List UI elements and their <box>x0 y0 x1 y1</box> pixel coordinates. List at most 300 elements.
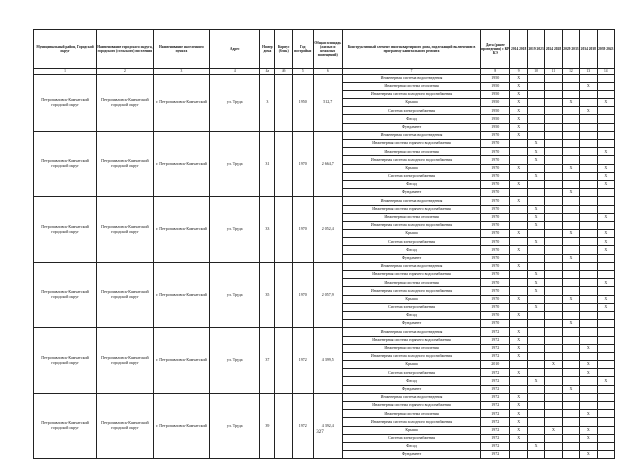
period-mark-cell <box>527 295 544 303</box>
last-repair-cell: 1950 <box>481 107 510 115</box>
period-mark-cell <box>545 99 562 107</box>
period-mark-cell: X <box>597 180 614 188</box>
col-num: 3 <box>153 69 210 75</box>
period-mark-cell: X <box>510 344 527 352</box>
element-cell: Инженерная система водоотведения <box>342 262 480 270</box>
period-mark-cell <box>580 328 597 336</box>
period-mark-cell <box>597 418 614 426</box>
period-mark-cell <box>527 352 544 360</box>
period-mark-cell <box>562 328 579 336</box>
period-mark-cell: X <box>580 344 597 352</box>
element-cell: Инженерная система отопления <box>342 344 480 352</box>
period-mark-cell <box>545 254 562 262</box>
period-mark-cell: X <box>510 418 527 426</box>
period-mark-cell <box>597 90 614 98</box>
period-mark-cell <box>597 361 614 369</box>
element-cell: Фасад <box>342 311 480 319</box>
period-mark-cell: X <box>510 230 527 238</box>
locality-cell: г. Петропавловск-Камчатский <box>153 197 210 263</box>
period-mark-cell <box>527 418 544 426</box>
period-mark-cell <box>527 344 544 352</box>
period-mark-cell <box>527 131 544 139</box>
period-mark-cell <box>545 82 562 90</box>
period-mark-cell <box>597 410 614 418</box>
building-cell <box>275 328 292 394</box>
period-mark-cell <box>580 205 597 213</box>
period-mark-cell <box>597 107 614 115</box>
period-mark-cell: X <box>510 115 527 123</box>
table-row <box>34 197 615 205</box>
period-mark-cell: X <box>527 377 544 385</box>
element-cell: Крыша <box>342 426 480 434</box>
period-mark-cell <box>597 197 614 205</box>
element-cell: Система электроснабжения <box>342 434 480 442</box>
period-mark-cell <box>545 140 562 148</box>
period-mark-cell <box>597 442 614 450</box>
period-mark-cell <box>562 156 579 164</box>
period-mark-cell <box>580 140 597 148</box>
period-mark-cell: X <box>597 238 614 246</box>
period-mark-cell <box>562 205 579 213</box>
period-mark-cell <box>510 172 527 180</box>
period-mark-cell: X <box>510 246 527 254</box>
period-mark-cell: X <box>562 189 579 197</box>
last-repair-cell: 1970 <box>481 238 510 246</box>
element-cell: Фундамент <box>342 385 480 393</box>
element-cell: Инженерная система водоотведения <box>342 131 480 139</box>
last-repair-cell: 1970 <box>481 254 510 262</box>
period-mark-cell <box>562 402 579 410</box>
col-num: 6 <box>313 69 342 75</box>
period-mark-cell <box>527 90 544 98</box>
period-mark-cell: X <box>527 271 544 279</box>
period-mark-cell <box>545 311 562 319</box>
header-year-2: 2024 2028 <box>545 30 562 69</box>
element-cell: Инженерная система холодного водоснабжения <box>342 287 480 295</box>
period-mark-cell <box>580 279 597 287</box>
page-number: 327 <box>316 430 324 435</box>
period-mark-cell <box>562 238 579 246</box>
period-mark-cell <box>527 328 544 336</box>
period-mark-cell <box>597 393 614 401</box>
period-mark-cell <box>545 262 562 270</box>
period-mark-cell <box>562 336 579 344</box>
period-mark-cell: X <box>597 148 614 156</box>
period-mark-cell <box>562 172 579 180</box>
last-repair-cell: 1970 <box>481 197 510 205</box>
element-cell: Фундамент <box>342 451 480 459</box>
capital-repair-table <box>33 29 615 459</box>
period-mark-cell <box>545 385 562 393</box>
table-row <box>34 328 615 336</box>
table-header-row <box>34 30 615 69</box>
element-cell: Инженерная система отопления <box>342 410 480 418</box>
period-mark-cell <box>527 254 544 262</box>
period-mark-cell <box>580 74 597 82</box>
last-repair-cell: 1972 <box>481 352 510 360</box>
period-mark-cell <box>545 402 562 410</box>
period-mark-cell <box>527 361 544 369</box>
last-repair-cell: 1972 <box>481 385 510 393</box>
period-mark-cell <box>580 115 597 123</box>
period-mark-cell <box>580 123 597 131</box>
period-mark-cell <box>527 107 544 115</box>
street-cell: ул. Труда <box>210 74 260 131</box>
period-mark-cell <box>562 434 579 442</box>
element-cell: Инженерная система водоотведения <box>342 328 480 336</box>
period-mark-cell <box>545 115 562 123</box>
period-mark-cell <box>580 213 597 221</box>
period-mark-cell: X <box>510 295 527 303</box>
period-mark-cell: X <box>510 107 527 115</box>
period-mark-cell <box>597 205 614 213</box>
period-mark-cell: X <box>562 385 579 393</box>
element-cell: Крыша <box>342 361 480 369</box>
period-mark-cell <box>597 254 614 262</box>
period-mark-cell <box>562 74 579 82</box>
col-num: 4б <box>275 69 292 75</box>
period-mark-cell: X <box>510 99 527 107</box>
element-cell: Крыша <box>342 295 480 303</box>
col-num: 9 <box>510 69 527 75</box>
period-mark-cell: X <box>527 213 544 221</box>
period-mark-cell <box>580 262 597 270</box>
period-mark-cell <box>527 74 544 82</box>
period-mark-cell: X <box>527 238 544 246</box>
period-mark-cell: X <box>597 303 614 311</box>
period-mark-cell <box>562 410 579 418</box>
street-cell: ул. Труда <box>210 131 260 197</box>
period-mark-cell <box>580 352 597 360</box>
period-mark-cell <box>580 99 597 107</box>
last-repair-cell: 1950 <box>481 74 510 82</box>
period-mark-cell: X <box>597 213 614 221</box>
period-mark-cell <box>527 230 544 238</box>
period-mark-cell <box>562 361 579 369</box>
period-mark-cell: X <box>527 279 544 287</box>
house-number-cell: 35 <box>260 262 275 328</box>
period-mark-cell <box>562 352 579 360</box>
period-mark-cell <box>510 221 527 229</box>
period-mark-cell <box>545 90 562 98</box>
last-repair-cell: 1970 <box>481 205 510 213</box>
period-mark-cell: X <box>510 352 527 360</box>
period-mark-cell <box>562 115 579 123</box>
element-cell: Фундамент <box>342 123 480 131</box>
period-mark-cell: X <box>510 393 527 401</box>
period-mark-cell <box>545 352 562 360</box>
period-mark-cell <box>597 311 614 319</box>
element-cell: Инженерная система горячего водоснабжения <box>342 140 480 148</box>
period-mark-cell <box>545 74 562 82</box>
period-mark-cell: X <box>510 426 527 434</box>
period-mark-cell: X <box>580 82 597 90</box>
last-repair-cell: 1950 <box>481 99 510 107</box>
last-repair-cell: 1970 <box>481 213 510 221</box>
element-cell: Инженерная система горячего водоснабжения <box>342 336 480 344</box>
period-mark-cell <box>580 402 597 410</box>
period-mark-cell: X <box>510 311 527 319</box>
header-house-no: Номер дома <box>260 30 275 69</box>
year-built-cell: 1950 <box>292 74 313 131</box>
element-cell: Фасад <box>342 377 480 385</box>
period-mark-cell <box>545 344 562 352</box>
period-mark-cell <box>527 385 544 393</box>
col-num: 8 <box>481 69 510 75</box>
period-mark-cell <box>597 336 614 344</box>
period-mark-cell: X <box>510 262 527 270</box>
year-built-cell: 1972 <box>292 328 313 394</box>
period-mark-cell <box>562 148 579 156</box>
house-number-cell: 39 <box>260 393 275 459</box>
period-mark-cell: X <box>562 295 579 303</box>
period-mark-cell <box>580 131 597 139</box>
period-mark-cell <box>545 393 562 401</box>
period-mark-cell: X <box>562 164 579 172</box>
period-mark-cell <box>510 140 527 148</box>
last-repair-cell: 1970 <box>481 271 510 279</box>
period-mark-cell: X <box>580 369 597 377</box>
period-mark-cell <box>580 287 597 295</box>
last-repair-cell: 1970 <box>481 131 510 139</box>
period-mark-cell: X <box>580 426 597 434</box>
municipality-cell: Петропавловск-Камчатский городской округ <box>34 262 97 328</box>
header-year-4: 2034 2038 <box>580 30 597 69</box>
period-mark-cell <box>562 279 579 287</box>
period-mark-cell <box>597 271 614 279</box>
period-mark-cell: X <box>510 410 527 418</box>
area-cell: 2 057,9 <box>313 262 342 328</box>
period-mark-cell <box>597 131 614 139</box>
period-mark-cell <box>562 82 579 90</box>
period-mark-cell <box>510 287 527 295</box>
period-mark-cell <box>580 246 597 254</box>
house-number-cell: 31 <box>260 131 275 197</box>
locality-cell: г. Петропавловск-Камчатский <box>153 393 210 459</box>
period-mark-cell <box>527 311 544 319</box>
last-repair-cell: 1972 <box>481 393 510 401</box>
period-mark-cell <box>580 295 597 303</box>
period-mark-cell <box>580 172 597 180</box>
period-mark-cell <box>510 320 527 328</box>
period-mark-cell <box>597 140 614 148</box>
period-mark-cell: X <box>527 172 544 180</box>
period-mark-cell: X <box>527 221 544 229</box>
period-mark-cell <box>597 344 614 352</box>
period-mark-cell <box>562 344 579 352</box>
period-mark-cell <box>527 82 544 90</box>
period-mark-cell: X <box>562 320 579 328</box>
last-repair-cell: 1972 <box>481 344 510 352</box>
last-repair-cell: 1972 <box>481 442 510 450</box>
last-repair-cell: 1970 <box>481 189 510 197</box>
period-mark-cell: X <box>527 156 544 164</box>
settlement-cell: Петропавловск-Камчатский городской округ <box>97 393 154 459</box>
col-num: 12 <box>562 69 579 75</box>
period-mark-cell <box>580 442 597 450</box>
period-mark-cell: X <box>527 442 544 450</box>
area-cell: 4 399,5 <box>313 328 342 394</box>
period-mark-cell <box>580 221 597 229</box>
period-mark-cell <box>510 189 527 197</box>
period-mark-cell <box>597 369 614 377</box>
last-repair-cell: 1950 <box>481 82 510 90</box>
period-mark-cell <box>597 434 614 442</box>
street-cell: ул. Труда <box>210 197 260 263</box>
period-mark-cell <box>597 262 614 270</box>
period-mark-cell <box>527 336 544 344</box>
period-mark-cell <box>580 148 597 156</box>
period-mark-cell: X <box>597 230 614 238</box>
period-mark-cell <box>580 336 597 344</box>
period-mark-cell: X <box>510 434 527 442</box>
period-mark-cell <box>597 74 614 82</box>
period-mark-cell <box>545 287 562 295</box>
locality-cell: г. Петропавловск-Камчатский <box>153 131 210 197</box>
period-mark-cell <box>545 328 562 336</box>
period-mark-cell <box>597 82 614 90</box>
last-repair-cell: 1970 <box>481 140 510 148</box>
period-mark-cell <box>562 213 579 221</box>
period-mark-cell: X <box>580 107 597 115</box>
period-mark-cell <box>580 377 597 385</box>
period-mark-cell <box>562 393 579 401</box>
period-mark-cell <box>597 402 614 410</box>
last-repair-cell: 1972 <box>481 336 510 344</box>
period-mark-cell <box>510 156 527 164</box>
period-mark-cell <box>545 205 562 213</box>
period-mark-cell <box>510 303 527 311</box>
locality-cell: г. Петропавловск-Камчатский <box>153 74 210 131</box>
last-repair-cell: 1972 <box>481 418 510 426</box>
period-mark-cell <box>580 238 597 246</box>
period-mark-cell <box>597 385 614 393</box>
period-mark-cell <box>545 377 562 385</box>
period-mark-cell: X <box>597 377 614 385</box>
settlement-cell: Петропавловск-Камчатский городской округ <box>97 328 154 394</box>
period-mark-cell <box>527 246 544 254</box>
period-mark-cell <box>580 271 597 279</box>
period-mark-cell: X <box>597 295 614 303</box>
year-built-cell: 1970 <box>292 262 313 328</box>
header-settlement: Наименование городского округа, городского (сельского) поселения <box>97 30 154 69</box>
period-mark-cell <box>545 336 562 344</box>
header-year-1: 2019 2023 <box>527 30 544 69</box>
period-mark-cell <box>580 189 597 197</box>
year-built-cell: 1970 <box>292 131 313 197</box>
element-cell: Инженерная система горячего водоснабжения <box>342 205 480 213</box>
period-mark-cell <box>527 369 544 377</box>
last-repair-cell: 1972 <box>481 377 510 385</box>
period-mark-cell: X <box>580 434 597 442</box>
year-built-cell: 1972 <box>292 393 313 459</box>
period-mark-cell <box>545 295 562 303</box>
period-mark-cell <box>510 213 527 221</box>
period-mark-cell: X <box>510 328 527 336</box>
table-row <box>34 262 615 270</box>
last-repair-cell: 1972 <box>481 402 510 410</box>
period-mark-cell <box>545 303 562 311</box>
last-repair-cell: 1970 <box>481 230 510 238</box>
period-mark-cell: X <box>510 402 527 410</box>
element-cell: Инженерная система холодного водоснабжения <box>342 352 480 360</box>
header-last-repair: Дата (ранее проведения) с КР КЭ <box>481 30 510 69</box>
header-locality: Наименование населенного пункта <box>153 30 210 69</box>
period-mark-cell: X <box>597 172 614 180</box>
element-cell: Инженерная система водоотведения <box>342 197 480 205</box>
period-mark-cell <box>580 418 597 426</box>
street-cell: ул. Труда <box>210 328 260 394</box>
period-mark-cell <box>562 369 579 377</box>
period-mark-cell <box>545 189 562 197</box>
period-mark-cell <box>597 189 614 197</box>
municipality-cell: Петропавловск-Камчатский городской округ <box>34 328 97 394</box>
period-mark-cell <box>545 279 562 287</box>
period-mark-cell <box>597 328 614 336</box>
period-mark-cell <box>510 271 527 279</box>
last-repair-cell: 1970 <box>481 320 510 328</box>
period-mark-cell <box>597 115 614 123</box>
period-mark-cell <box>562 287 579 295</box>
period-mark-cell: X <box>597 99 614 107</box>
element-cell: Инженерная система холодного водоснабжения <box>342 156 480 164</box>
element-cell: Инженерная система холодного водоснабжения <box>342 90 480 98</box>
period-mark-cell <box>597 352 614 360</box>
period-mark-cell <box>527 262 544 270</box>
period-mark-cell <box>545 238 562 246</box>
period-mark-cell <box>510 205 527 213</box>
last-repair-cell: 2010 <box>481 361 510 369</box>
period-mark-cell <box>562 131 579 139</box>
period-mark-cell <box>597 221 614 229</box>
period-mark-cell: X <box>527 148 544 156</box>
period-mark-cell <box>562 197 579 205</box>
period-mark-cell <box>562 140 579 148</box>
period-mark-cell <box>527 320 544 328</box>
last-repair-cell: 1970 <box>481 164 510 172</box>
period-mark-cell <box>510 377 527 385</box>
col-num: 7 <box>342 69 480 75</box>
period-mark-cell <box>527 393 544 401</box>
period-mark-cell <box>562 442 579 450</box>
period-mark-cell <box>527 164 544 172</box>
last-repair-cell: 1970 <box>481 311 510 319</box>
period-mark-cell <box>545 320 562 328</box>
element-cell: Инженерная система горячего водоснабжения <box>342 402 480 410</box>
period-mark-cell <box>545 369 562 377</box>
period-mark-cell <box>527 197 544 205</box>
last-repair-cell: 1970 <box>481 148 510 156</box>
period-mark-cell <box>545 180 562 188</box>
last-repair-cell: 1970 <box>481 303 510 311</box>
period-mark-cell: X <box>580 361 597 369</box>
table-row <box>34 393 615 401</box>
period-mark-cell <box>527 410 544 418</box>
last-repair-cell: 1972 <box>481 410 510 418</box>
year-built-cell: 1970 <box>292 197 313 263</box>
period-mark-cell <box>527 123 544 131</box>
element-cell: Крыша <box>342 99 480 107</box>
element-cell: Система электроснабжения <box>342 369 480 377</box>
period-mark-cell: X <box>597 279 614 287</box>
area-cell: 4 392,4 <box>313 393 342 459</box>
period-mark-cell: X <box>527 303 544 311</box>
period-mark-cell: X <box>510 369 527 377</box>
municipality-cell: Петропавловск-Камчатский городской округ <box>34 393 97 459</box>
period-mark-cell <box>562 107 579 115</box>
period-mark-cell: X <box>510 336 527 344</box>
period-mark-cell: X <box>510 164 527 172</box>
